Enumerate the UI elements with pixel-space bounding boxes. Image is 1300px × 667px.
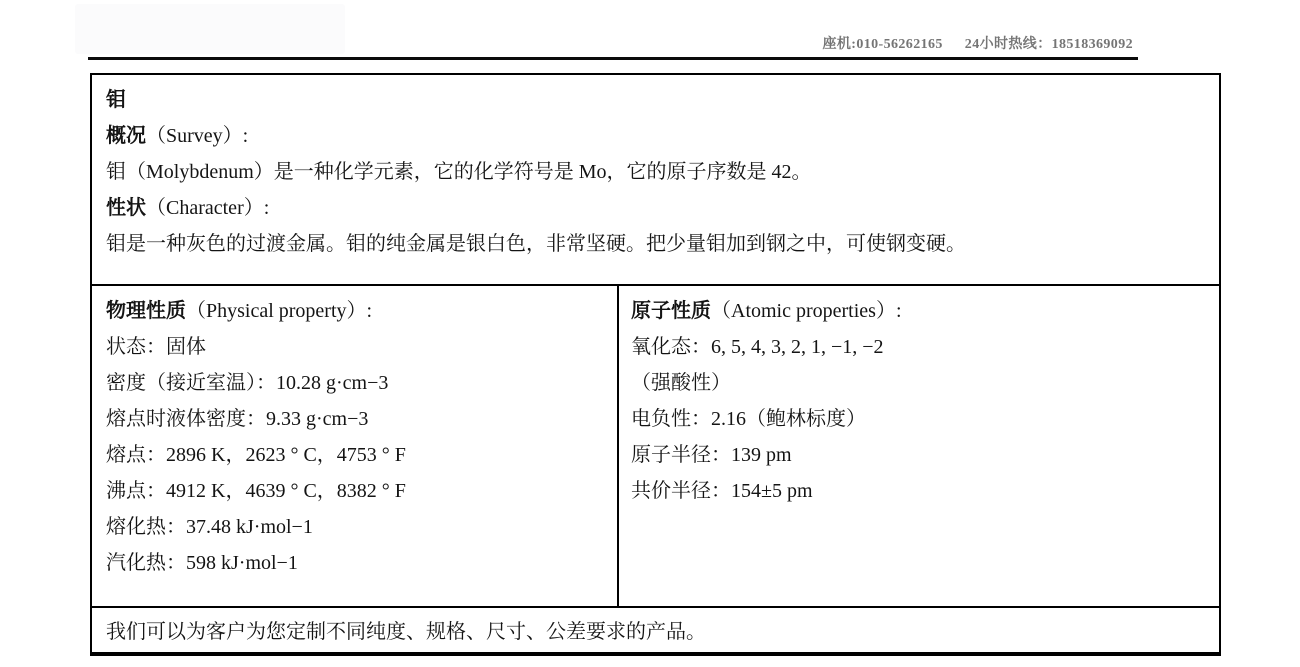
- survey-heading-zh: 概况: [106, 125, 146, 147]
- survey-heading: [106, 118, 1205, 154]
- element-name: 钼: [106, 89, 126, 111]
- atomic-property-row: 氧化态：6, 5, 4, 3, 2, 1, −1, −2: [631, 336, 884, 358]
- physical-property-row: 汽化热：598 kJ·mol−1: [106, 552, 298, 574]
- character-heading-zh: 性状: [106, 197, 146, 219]
- atomic-property-row: （强酸性）: [631, 372, 731, 394]
- atomic-property-row: 电负性：2.16（鲍林标度）: [631, 408, 866, 430]
- atomic-property-row: 共价半径：154±5 pm: [631, 480, 813, 502]
- physical-property-row: 熔化热：37.48 kJ·mol−1: [106, 516, 313, 538]
- physical-properties-cell: [92, 286, 619, 606]
- custom-note: 我们可以为客户为您定制不同纯度、规格、尺寸、公差要求的产品。: [106, 621, 706, 643]
- contact-phone: 座机:010-56262165: [822, 37, 943, 52]
- physical-property-row: 沸点：4912 K，4639 ° C，8382 ° F: [106, 480, 406, 502]
- character-text: 钼是一种灰色的过渡金属。钼的纯金属是银白色，非常坚硬。把少量钼加到钢之中，可使钢变硬。: [106, 233, 966, 255]
- atomic-properties-cell: [619, 286, 1219, 606]
- physical-properties-heading-zh: 物理性质: [106, 300, 186, 322]
- survey-text: 钼（Molybdenum）是一种化学元素，它的化学符号是 Mo，它的原子序数是 42。: [106, 161, 812, 183]
- physical-property-row: 状态：固体: [106, 336, 206, 358]
- contact-hotline: 24小时热线：18518369092: [964, 37, 1133, 52]
- physical-property-row: 熔点：2896 K，2623 ° C，4753 ° F: [106, 444, 406, 466]
- properties-section: [92, 286, 1219, 608]
- header-divider: [88, 57, 1138, 60]
- physical-properties-heading-en: （Physical property）:: [186, 300, 373, 322]
- physical-property-row: 熔点时液体密度：9.33 g·cm−3: [106, 408, 369, 430]
- survey-heading-en: （Survey）:: [146, 125, 249, 147]
- contact-info: [0, 33, 1133, 53]
- character-heading: [106, 190, 1205, 226]
- atomic-property-row: 原子半径：139 pm: [631, 444, 792, 466]
- custom-note-row: [92, 608, 1219, 652]
- atomic-properties-heading: [631, 293, 1207, 329]
- intro-section: [92, 75, 1219, 286]
- element-info-table: [90, 73, 1221, 656]
- physical-property-row: 密度（接近室温）：10.28 g·cm−3: [106, 372, 389, 394]
- physical-properties-heading: [106, 293, 603, 329]
- atomic-properties-heading-en: （Atomic properties）:: [711, 300, 902, 322]
- atomic-properties-heading-zh: 原子性质: [631, 300, 711, 322]
- character-heading-en: （Character）:: [146, 197, 270, 219]
